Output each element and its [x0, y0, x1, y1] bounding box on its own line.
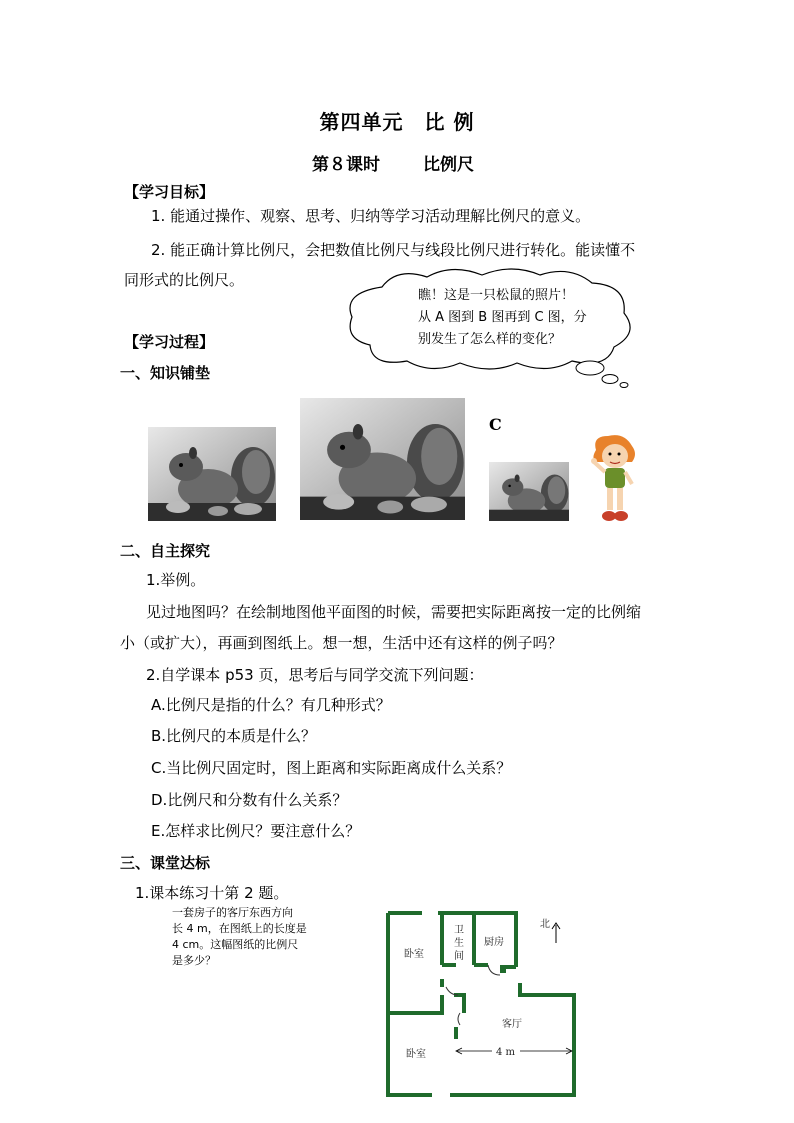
room-bath-2: 生	[454, 938, 464, 949]
problem-line-4: 是多少？	[172, 954, 216, 967]
question-a: A.比例尺是指的什么？有几种形式？	[151, 696, 391, 714]
unit-title: 第四单元 比 例	[319, 110, 475, 134]
cartoon-girl-illustration	[588, 432, 640, 524]
goal-2-cont: 同形式的比例尺。	[124, 271, 245, 289]
goals-heading: 【学习目标】	[124, 183, 215, 201]
photo-label-c: C	[489, 415, 502, 434]
section-2-para-2: 小（或扩大），再画到图纸上。想一想，生活中还有这样的例子吗？	[120, 634, 563, 652]
goal-1: 1. 能通过操作、观察、思考、归纳等学习活动理解比例尺的意义。	[151, 207, 591, 225]
lesson-name: 比例尺	[423, 155, 474, 175]
room-bedroom-2: 卧室	[406, 1049, 426, 1060]
squirrel-photo-b	[300, 398, 465, 520]
room-bedroom-1: 卧室	[404, 949, 424, 960]
floor-plan-diagram	[380, 905, 580, 1100]
section-3-heading: 三、课堂达标	[120, 854, 211, 872]
section-3-item-1: 1.课本练习十第 2 题。	[135, 884, 289, 902]
bubble-line-2: 从 A 图到 B 图再到 C 图，分	[418, 310, 587, 325]
problem-line-3: 4 cm。这幅图纸的比例尺	[172, 938, 299, 951]
bubble-line-3: 别发生了怎么样的变化？	[418, 332, 562, 347]
section-2-item-2: 2.自学课本 p53 页，思考后与同学交流下列问题：	[146, 666, 484, 684]
lesson-number: 第８课时	[312, 155, 380, 175]
question-c: C.当比例尺固定时，图上距离和实际距离成什么关系？	[151, 759, 512, 777]
room-bath-1: 卫	[454, 925, 464, 936]
goal-2: 2. 能正确计算比例尺，会把数值比例尺与线段比例尺进行转化。能读懂不	[151, 241, 636, 259]
bubble-line-1: 瞧！这是一只松鼠的照片！	[418, 288, 575, 303]
problem-line-1: 一套房子的客厅东西方向	[172, 906, 293, 919]
question-d: D.比例尺和分数有什么关系？	[151, 791, 348, 809]
question-e: E.怎样求比例尺？要注意什么？	[151, 822, 361, 840]
section-1-heading: 一、知识铺垫	[120, 364, 211, 382]
section-2-para-1: 见过地图吗？在绘制地图他平面图的时候，需要把实际距离按一定的比例缩	[146, 603, 642, 621]
question-b: B.比例尺的本质是什么？	[151, 727, 317, 745]
room-bath-3: 间	[454, 951, 464, 962]
room-living: 客厅	[502, 1019, 522, 1030]
section-2-item-1: 1.举例。	[146, 571, 206, 589]
squirrel-photo-a	[148, 427, 276, 521]
section-2-heading: 二、自主探究	[120, 542, 211, 560]
problem-line-2: 长 4 m，在图纸上的长度是	[172, 922, 307, 935]
process-heading: 【学习过程】	[124, 333, 215, 351]
problem-text	[172, 905, 307, 969]
north-label: 北	[540, 919, 550, 930]
squirrel-photo-c	[489, 462, 569, 521]
dimension-label: 4 m	[496, 1047, 516, 1058]
room-kitchen: 厨房	[484, 937, 504, 948]
